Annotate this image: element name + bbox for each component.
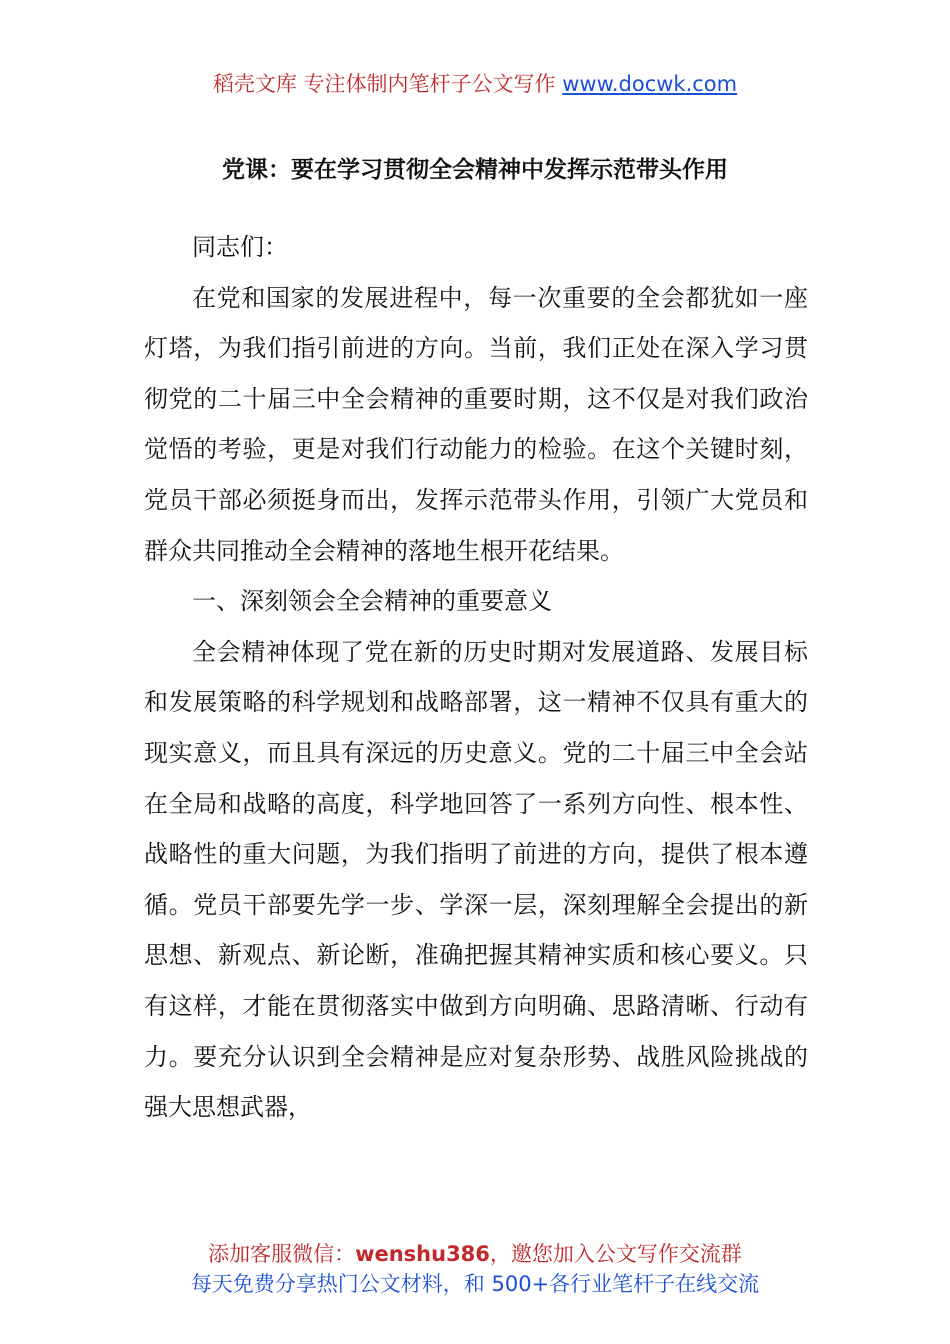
document-title: 党课：要在学习贯彻全会精神中发挥示范带头作用 [222, 157, 728, 183]
footer-wechat-suffix: ，邀您加入公文写作交流群 [489, 1242, 742, 1266]
footer-wechat-line [0, 1239, 950, 1269]
paragraph-intro: 在党和国家的发展进程中，每一次重要的全会都犹如一座灯塔，为我们指引前进的方向。当前，我们正处在深入学习贯彻党的二十届三中全会精神的重要时期，这不仅是对我们政治觉悟的考验，更是对我们行动能力的检验。在这个关键时刻，党员干部必须挺身而出，发挥示范带头作用，引领广大党员和群众共同推动全会精神的落地生根开花结果。 [144, 283, 808, 565]
section-heading: 一、深刻领会全会精神的重要意义 [192, 587, 552, 616]
footer-wechat-prefix: 添加客服微信： [208, 1242, 356, 1266]
page-footer [0, 1239, 950, 1299]
footer-share-line: 每天免费分享热门公文材料，和 500+各行业笔杆子在线交流 [190, 1272, 760, 1296]
paragraph-section-one: 全会精神体现了党在新的历史时期对发展道路、发展目标和发展策略的科学规划和战略部署，这一精神不仅具有重大的现实意义，而且具有深远的历史意义。党的二十届三中全会站在全局和战略的高度，科学地回答了一系列方向性、根本性、战略性的重大问题，为我们指明了前进的方向，提供了根本遵循。党员干部要先学一步、学深一层，深刻理解全会提出的新思想、新观点、新论断，准确把握其精神实质和核心要义。只有这样，才能在贯彻落实中做到方向明确、思路清晰、行动有力。要充分认识到全会精神是应对复杂形势、战胜风险挑战的强大思想武器， [144, 637, 808, 1122]
salutation: 同志们： [192, 233, 288, 261]
page-header [0, 68, 950, 100]
wechat-id: wenshu386 [355, 1242, 490, 1266]
header-brand-text: 稻壳文库 专注体制内笔杆子公文写作 [212, 72, 556, 96]
document-body [144, 222, 808, 1133]
site-link[interactable]: www.docwk.com [562, 72, 738, 96]
